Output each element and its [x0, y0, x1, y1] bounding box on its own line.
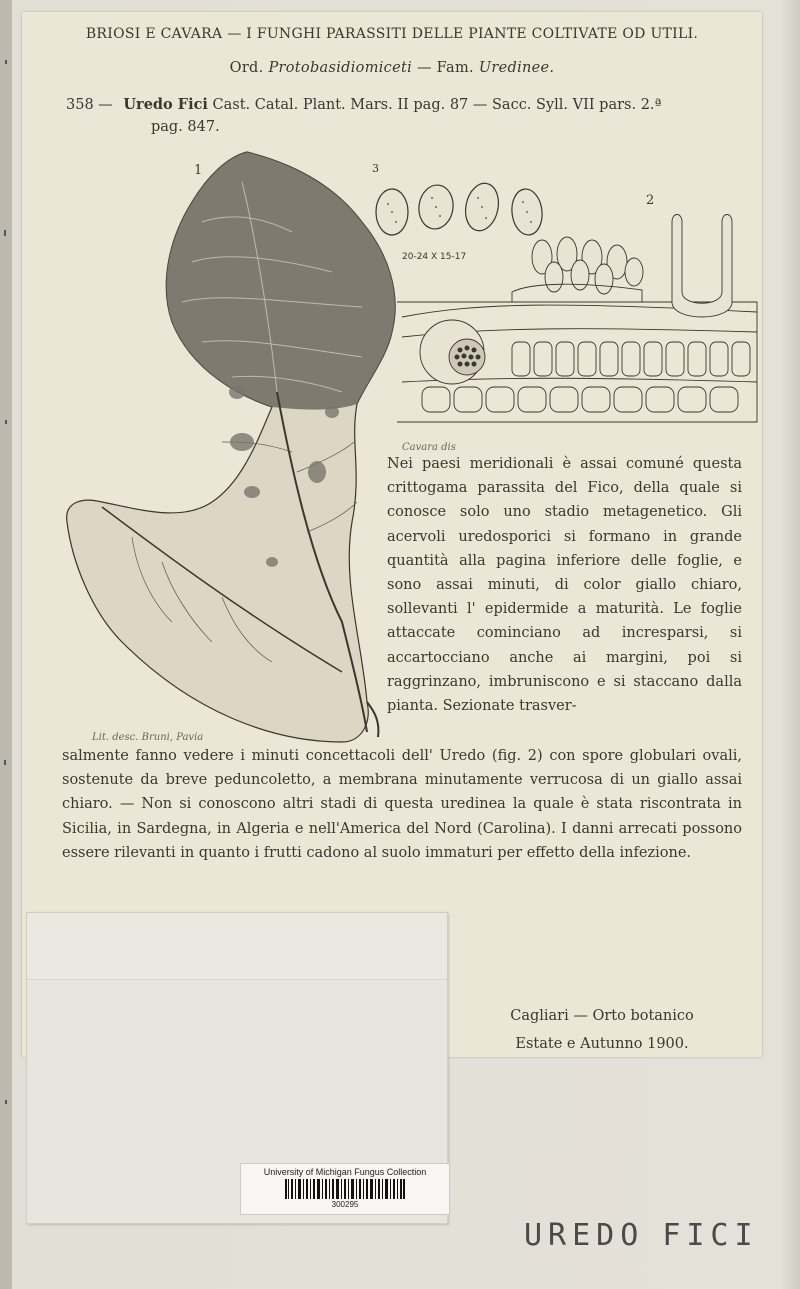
stamp-word-genus: UREDO: [524, 1218, 645, 1253]
printed-label: [22, 12, 762, 1057]
locality-block: [472, 1002, 732, 1058]
collection-date: Estate e Autunno 1900.: [515, 1036, 689, 1052]
stamp-word-epithet: FICI: [662, 1218, 759, 1253]
packet-flap: [27, 913, 447, 980]
fig2-label: 2: [646, 193, 655, 208]
fig-leaf-drawing: [67, 152, 395, 742]
taxonomy-line: [22, 60, 762, 76]
species-entry: [66, 94, 746, 138]
accession-number: 300295: [331, 1200, 359, 1209]
barcode-label: [240, 1163, 450, 1215]
sheet-edge: [0, 0, 12, 1289]
fig3-label: 3: [372, 162, 379, 175]
citation-continued: pag. 847.: [151, 119, 220, 135]
description-full-width: salmente fanno vedere i minuti concettacoli dell' Uredo (fig. 2) con spore globulari ovali, sostenute da breve peduncoletto, a membrana minutamente verrucosa di un giallo assai chiaro. — Non si conoscono altri stadi di questa uredinea la quale è stata riscontrata in Sicilia, in Sardegna, in Algeria e nell'America del Nord (Carolina). I danni arrecati possono essere rilevanti in quanto i frutti cadono al suolo immaturi per effetto della infezione.: [62, 748, 742, 861]
entry-number: 358 —: [66, 97, 113, 113]
barcode-icon: [285, 1179, 405, 1199]
order-prefix: Ord.: [229, 60, 269, 76]
citation: Cast. Catal. Plant. Mars. II pag. 87 — Sacc. Syll. VII pars. 2.ª: [212, 97, 662, 113]
lithographer-signature: Lit. desc. Bruni, Pavia: [92, 732, 204, 743]
fig-cross-section: [397, 215, 757, 423]
collection-name: University of Michigan Fungus Collection: [263, 1167, 427, 1177]
family-prefix: — Fam.: [412, 60, 479, 76]
fig-spores: [376, 180, 544, 236]
artist-signature: Cavara dis: [402, 442, 456, 453]
series-title: BRIOSI E CAVARA — I FUNGHI PARASSITI DELLE PIANTE COLTIVATE OD UTILI.: [85, 26, 699, 42]
description-right-column: Nei paesi meridionali è assai comuné questa crittogama parassita del Fico, della quale si conosce solo uno stadio metagenetico. Gli acervoli uredosporici si formano in grande quantità alla pagina inferiore delle foglie, e sono assai minuti, di color giallo chiaro, sollevanti l' epidermide a maturità. Le foglie attaccate cominciano ad incresparsi, si accartocciano anche ai margini, poi si raggrinzano, imbruniscono e si staccano dalla pianta. Sezionate trasver-: [387, 456, 742, 715]
family-name: Uredinee.: [478, 60, 555, 76]
fig1-label: 1: [194, 163, 203, 178]
spore-measurement: 20-24 X 15-17: [402, 252, 467, 262]
order-name: Protobasidiomiceti: [268, 60, 413, 76]
species-name: Uredo Fici: [123, 96, 208, 113]
species-stamp: [524, 1218, 759, 1253]
locality-place: Cagliari — Orto botanico: [510, 1008, 694, 1024]
